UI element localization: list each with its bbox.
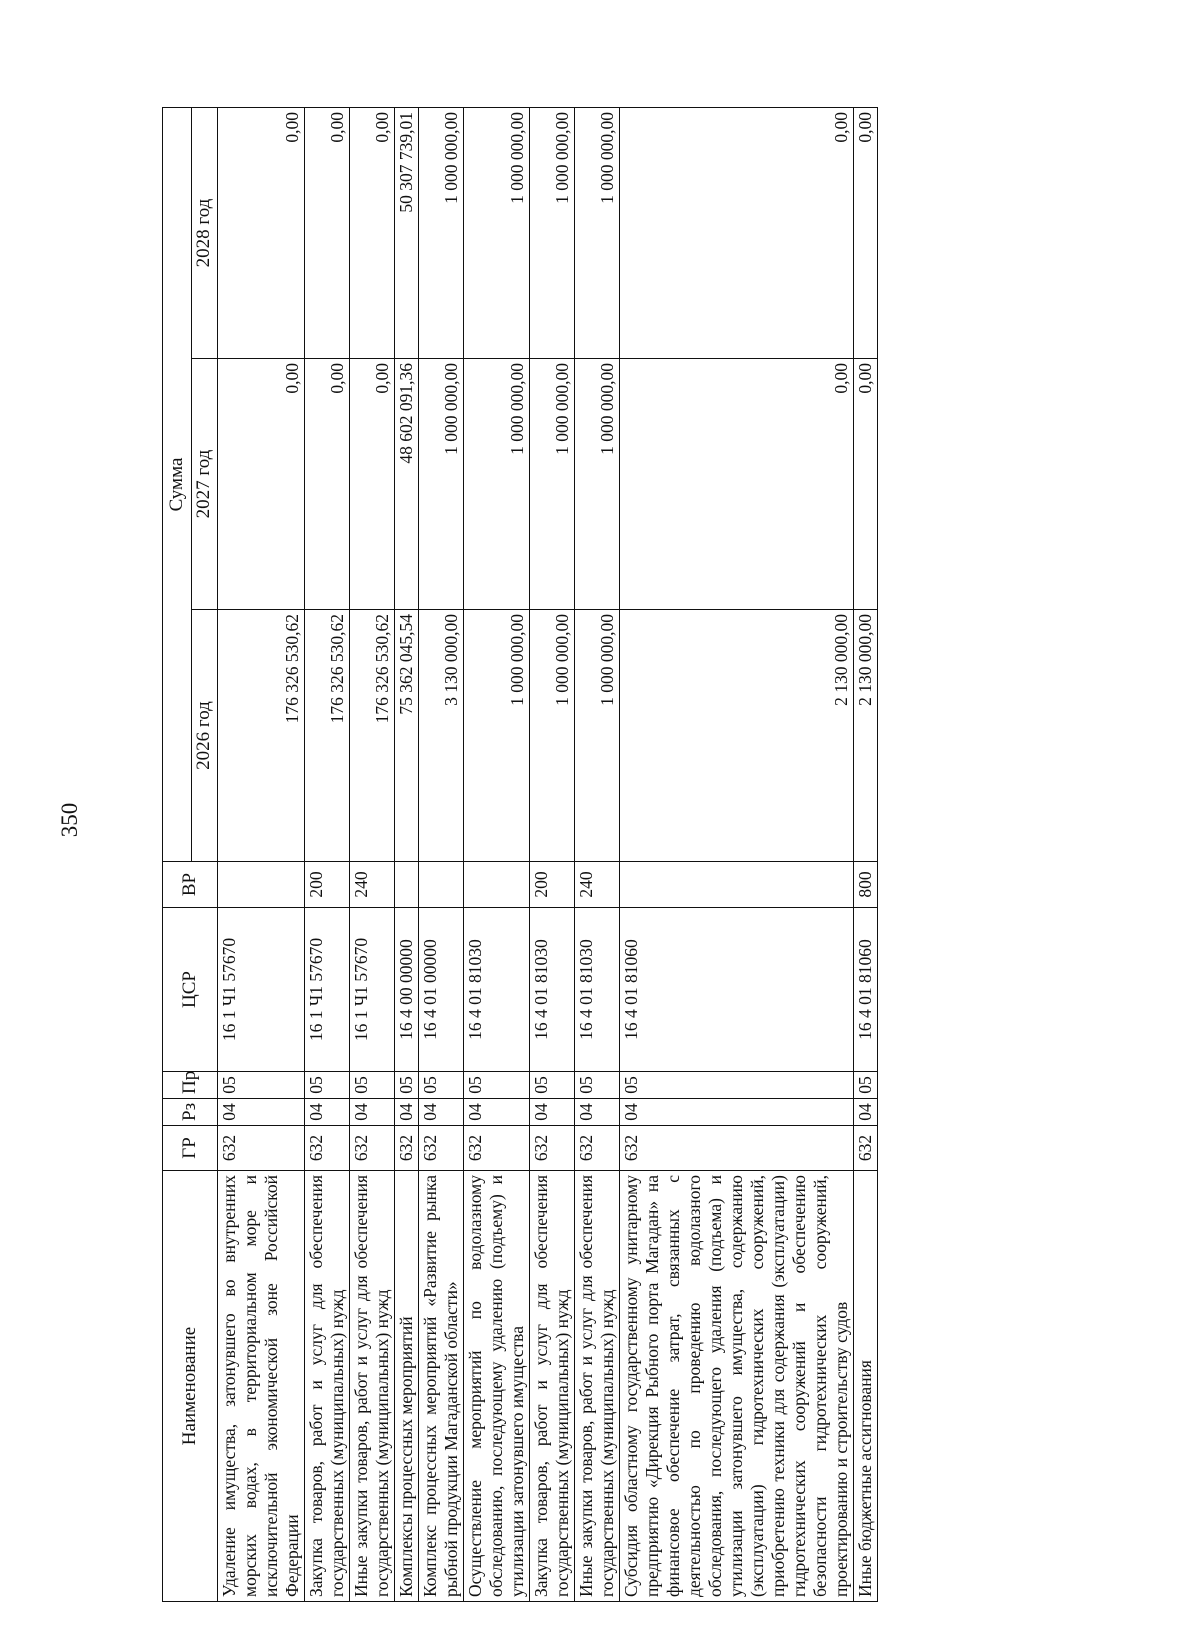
row-sum-2026: 176 326 530,62 <box>350 610 395 862</box>
row-gr: 632 <box>395 1126 419 1171</box>
row-sum-2026: 1 000 000,00 <box>464 610 530 862</box>
row-pr: 05 <box>464 1072 530 1099</box>
row-rz: 04 <box>305 1099 350 1126</box>
header-csr: ЦСР <box>163 908 218 1072</box>
table-header <box>163 108 218 1602</box>
row-rz: 04 <box>419 1099 464 1126</box>
header-sum: Сумма <box>163 108 192 862</box>
row-vr: 200 <box>530 862 575 908</box>
row-vr <box>395 862 419 908</box>
row-sum-2028: 1 000 000,00 <box>530 108 575 359</box>
row-sum-2027: 1 000 000,00 <box>464 359 530 610</box>
row-rz: 04 <box>854 1099 878 1126</box>
row-csr: 16 4 01 81030 <box>464 908 530 1072</box>
table-row <box>464 108 530 1602</box>
row-vr <box>218 862 305 908</box>
row-pr: 05 <box>218 1072 305 1099</box>
row-name: Субсидия областному государственному унитарному предприятию «Дирекция Рыбного порта Магадан» на финансовое обеспечение затрат, связанных с деятельностью по проведению водолазного обследования, последующего удаления (подъема) и утилизации затонувшего имущества, содержанию (эксплуатации) гидротехнических сооружений, приобретению техники для содержания (эксплуатации) гидротехнических сооружений и обеспечению безопасности гидротехнических сооружений, проектированию и строительству судов <box>620 1171 854 1602</box>
row-gr: 632 <box>305 1126 350 1171</box>
row-name: Комплекс процессных мероприятий «Развитие рынка рыбной продукции Магаданской области» <box>419 1171 464 1602</box>
row-sum-2026: 176 326 530,62 <box>218 610 305 862</box>
table-row <box>305 108 350 1602</box>
row-vr <box>419 862 464 908</box>
row-sum-2027: 0,00 <box>350 359 395 610</box>
row-csr: 16 4 01 81060 <box>854 908 878 1072</box>
row-name: Иные закупки товаров, работ и услуг для обеспечения государственных (муниципальных) нужд <box>350 1171 395 1602</box>
row-pr: 05 <box>350 1072 395 1099</box>
row-csr: 16 4 01 81030 <box>575 908 620 1072</box>
row-rz: 04 <box>395 1099 419 1126</box>
row-vr <box>620 862 854 908</box>
row-pr: 05 <box>305 1072 350 1099</box>
row-sum-2027: 1 000 000,00 <box>530 359 575 610</box>
row-pr: 05 <box>620 1072 854 1099</box>
row-vr: 240 <box>575 862 620 908</box>
row-sum-2027: 1 000 000,00 <box>419 359 464 610</box>
row-rz: 04 <box>620 1099 854 1126</box>
table-row <box>218 108 305 1602</box>
row-sum-2026: 1 000 000,00 <box>530 610 575 862</box>
row-name: Иные закупки товаров, работ и услуг для обеспечения государственных (муниципальных) нужд <box>575 1171 620 1602</box>
row-pr: 05 <box>854 1072 878 1099</box>
row-sum-2027: 1 000 000,00 <box>575 359 620 610</box>
row-gr: 632 <box>575 1126 620 1171</box>
row-gr: 632 <box>620 1126 854 1171</box>
row-rz: 04 <box>464 1099 530 1126</box>
row-csr: 16 1 Ч1 57670 <box>218 908 305 1072</box>
row-vr: 240 <box>350 862 395 908</box>
row-sum-2028: 0,00 <box>305 108 350 359</box>
row-name: Закупка товаров, работ и услуг для обеспечения государственных (муниципальных) нужд <box>530 1171 575 1602</box>
row-sum-2028: 0,00 <box>350 108 395 359</box>
table-row <box>854 108 878 1602</box>
row-sum-2027: 0,00 <box>305 359 350 610</box>
row-gr: 632 <box>350 1126 395 1171</box>
row-sum-2026: 176 326 530,62 <box>305 610 350 862</box>
table-row <box>419 108 464 1602</box>
row-gr: 632 <box>218 1126 305 1171</box>
row-rz: 04 <box>530 1099 575 1126</box>
header-pr: Пр <box>163 1072 218 1099</box>
row-sum-2026: 75 362 045,54 <box>395 610 419 862</box>
row-name: Комплексы процессных мероприятий <box>395 1171 419 1602</box>
row-sum-2027: 0,00 <box>218 359 305 610</box>
table-row <box>620 108 854 1602</box>
table-row <box>395 108 419 1602</box>
row-vr: 200 <box>305 862 350 908</box>
row-csr: 16 1 Ч1 57670 <box>350 908 395 1072</box>
row-pr: 05 <box>575 1072 620 1099</box>
rotated-table-container <box>162 108 1042 1602</box>
row-rz: 04 <box>350 1099 395 1126</box>
header-year-2027: 2027 год <box>192 359 218 610</box>
row-sum-2027: 48 602 091,36 <box>395 359 419 610</box>
header-gr: ГР <box>163 1126 218 1171</box>
header-year-2026: 2026 год <box>192 610 218 862</box>
table-row <box>530 108 575 1602</box>
row-rz: 04 <box>575 1099 620 1126</box>
row-sum-2026: 2 130 000,00 <box>854 610 878 862</box>
row-csr: 16 4 01 81060 <box>620 908 854 1072</box>
row-pr: 05 <box>419 1072 464 1099</box>
budget-table <box>162 107 878 1602</box>
row-gr: 632 <box>854 1126 878 1171</box>
table-body <box>218 108 878 1602</box>
row-sum-2028: 1 000 000,00 <box>464 108 530 359</box>
row-sum-2028: 0,00 <box>854 108 878 359</box>
row-name: Осуществление мероприятий по водолазному обследованию, последующему удалению (подъему) и утилизации затонувшего имущества <box>464 1171 530 1602</box>
row-vr: 800 <box>854 862 878 908</box>
row-sum-2026: 2 130 000,00 <box>620 610 854 862</box>
page-number: 350 <box>57 802 82 838</box>
row-sum-2028: 0,00 <box>620 108 854 359</box>
row-csr: 16 1 Ч1 57670 <box>305 908 350 1072</box>
row-name: Иные бюджетные ассигнования <box>854 1171 878 1602</box>
row-pr: 05 <box>395 1072 419 1099</box>
row-pr: 05 <box>530 1072 575 1099</box>
row-sum-2028: 1 000 000,00 <box>575 108 620 359</box>
header-rz: Рз <box>163 1099 218 1126</box>
header-name: Наименование <box>163 1171 218 1602</box>
row-sum-2027: 0,00 <box>620 359 854 610</box>
row-gr: 632 <box>464 1126 530 1171</box>
table-row <box>350 108 395 1602</box>
table-row <box>575 108 620 1602</box>
row-sum-2028: 1 000 000,00 <box>419 108 464 359</box>
row-csr: 16 4 01 81030 <box>530 908 575 1072</box>
row-gr: 632 <box>419 1126 464 1171</box>
row-rz: 04 <box>218 1099 305 1126</box>
row-name: Закупка товаров, работ и услуг для обеспечения государственных (муниципальных) нужд <box>305 1171 350 1602</box>
row-sum-2026: 1 000 000,00 <box>575 610 620 862</box>
row-sum-2027: 0,00 <box>854 359 878 610</box>
header-vr: ВР <box>163 862 218 908</box>
row-csr: 16 4 00 00000 <box>395 908 419 1072</box>
row-sum-2028: 50 307 739,01 <box>395 108 419 359</box>
row-sum-2026: 3 130 000,00 <box>419 610 464 862</box>
header-year-2028: 2028 год <box>192 108 218 359</box>
row-vr <box>464 862 530 908</box>
row-name: Удаление имущества, затонувшего во внутренних морских водах, в территориальном море и исключительной экономической зоне Российской Федерации <box>218 1171 305 1602</box>
row-gr: 632 <box>530 1126 575 1171</box>
row-csr: 16 4 01 00000 <box>419 908 464 1072</box>
row-sum-2028: 0,00 <box>218 108 305 359</box>
